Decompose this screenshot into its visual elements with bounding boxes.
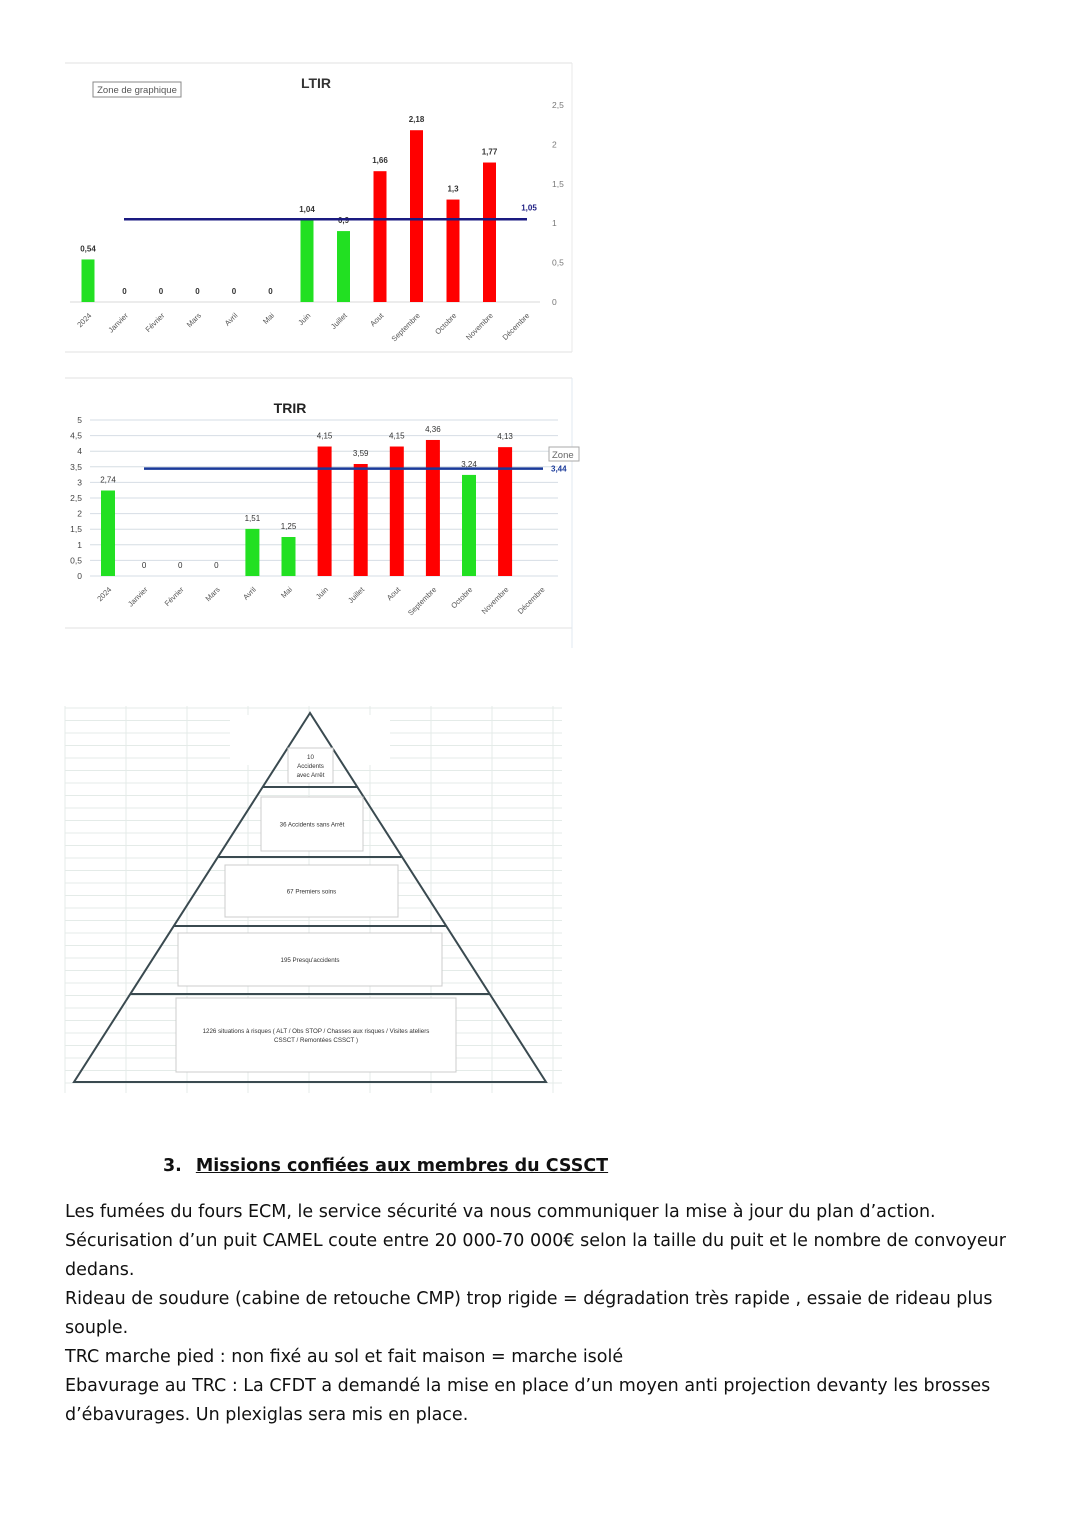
x-tick-label: Mai	[278, 585, 294, 600]
y-tick-label: 0	[552, 297, 557, 307]
y-tick-label: 5	[77, 415, 82, 425]
pyramid-level-label: Accidents	[297, 763, 324, 770]
data-label: 0	[141, 561, 147, 570]
paragraph: Rideau de soudure (cabine de retouche CMP) trop rigide = dégradation très rapide , essaie de rideau plus souple.	[65, 1289, 993, 1338]
x-tick-label: Janvier	[126, 585, 150, 609]
y-tick-label: 1	[552, 218, 557, 229]
bar-juillet[interactable]	[337, 231, 350, 302]
ltir-title: LTIR	[300, 75, 332, 91]
y-tick-label: 2	[77, 508, 82, 519]
pyramid-level-label: 36 Accidents sans Arrêt	[279, 821, 345, 829]
bar-aout[interactable]	[374, 171, 387, 302]
bar-2024[interactable]	[82, 259, 95, 302]
x-tick-label: Aout	[368, 311, 386, 329]
x-tick-label: 2024	[75, 311, 94, 330]
x-tick-label: Septembre	[406, 585, 439, 618]
pyramid-level-box	[176, 998, 456, 1072]
paragraph: Sécurisation d’un puit CAMEL coute entre 20 000-70 000€ selon la taille du puit et le nombre de convoyeur dedans.	[65, 1231, 1006, 1280]
bar-septembre[interactable]	[410, 130, 423, 302]
data-label: 3,59	[352, 448, 369, 458]
paragraph: Les fumées du fours ECM, le service sécurité va nous communiquer la mise à jour du plan d’action.	[65, 1202, 936, 1222]
pyramid-level-label: avec Arrêt	[296, 772, 325, 779]
data-label: 0	[231, 287, 237, 296]
x-tick-label: 2024	[95, 585, 114, 604]
x-tick-label: Janvier	[106, 311, 130, 335]
bar-novembre[interactable]	[483, 163, 496, 302]
section-number: 3.	[163, 1156, 182, 1176]
y-tick-label: 1,5	[70, 524, 82, 535]
data-label: 4,13	[497, 432, 513, 442]
data-label: 3,24	[461, 459, 477, 469]
y-tick-label: 0	[77, 571, 82, 581]
y-tick-label: 1,5	[552, 178, 564, 189]
bar-octobre[interactable]	[447, 200, 460, 302]
pyramid-level-label: 195 Presqu'accidents	[280, 957, 340, 964]
pyramid-level-label: 67 Premiers soins	[286, 888, 337, 896]
trir-title: TRIR	[273, 400, 307, 416]
x-tick-label: Mars	[184, 311, 203, 330]
data-label: 1,77	[481, 147, 498, 157]
bar-mai[interactable]	[282, 537, 296, 576]
x-tick-label: Novembre	[464, 311, 495, 342]
x-tick-label: Novembre	[479, 585, 511, 616]
x-tick-label: Mai	[260, 311, 276, 326]
y-tick-label: 1	[77, 539, 82, 550]
bar-avril[interactable]	[245, 529, 259, 576]
x-tick-label: Février	[162, 585, 186, 608]
data-label: 1,51	[244, 513, 261, 523]
data-label: 0	[122, 287, 127, 296]
data-label: 0	[214, 561, 219, 570]
data-label: 4,15	[316, 431, 333, 441]
data-label: 1,04	[299, 205, 315, 215]
y-tick-label: 3	[77, 477, 82, 488]
x-tick-label: Mars	[203, 585, 222, 604]
bar-juin[interactable]	[318, 447, 332, 576]
section-body	[65, 1198, 1025, 1430]
data-label: 0	[177, 561, 183, 570]
bar-2024[interactable]	[101, 491, 115, 576]
data-label: 4,36	[425, 424, 441, 434]
section-heading	[163, 1156, 608, 1176]
bar-juillet[interactable]	[354, 464, 368, 576]
x-tick-label: Juin	[313, 585, 331, 602]
data-label: 2,18	[408, 115, 425, 125]
data-label: 0	[268, 287, 273, 296]
trir-tooltip: Zone	[552, 450, 574, 461]
data-label: 4,15	[389, 431, 405, 441]
data-label: 0	[158, 287, 164, 296]
x-tick-label: Septembre	[389, 311, 422, 344]
x-tick-label: Aout	[384, 585, 403, 603]
data-label: 0	[195, 287, 200, 296]
bar-juin[interactable]	[301, 220, 314, 302]
x-tick-label: Avril	[241, 585, 258, 602]
x-tick-label: Décembre	[515, 585, 547, 616]
x-tick-label: Décembre	[500, 311, 532, 342]
section-title: Missions confiées aux membres du CSSCT	[195, 1156, 609, 1176]
data-label: 2,74	[100, 475, 116, 485]
bar-aout[interactable]	[390, 447, 404, 576]
data-label: 1,3	[447, 184, 459, 194]
x-tick-label: Février	[143, 311, 167, 334]
pyramid-level-label: 10	[307, 754, 314, 761]
y-tick-label: 4	[77, 446, 82, 457]
paragraph: TRC marche pied : non fixé au sol et fait maison = marche isolé	[65, 1347, 624, 1367]
pyramid-level-label: CSSCT / Remontées CSSCT )	[273, 1037, 359, 1044]
paragraph: Ebavurage au TRC : La CFDT a demandé la mise en place d’un moyen anti projection devanty les brosses d’ébavurages. Un plexiglas sera mis en place.	[65, 1376, 991, 1425]
y-tick-label: 2	[552, 139, 557, 150]
bar-octobre[interactable]	[462, 475, 476, 576]
x-tick-label: Avril	[222, 311, 240, 328]
y-tick-label: 2,5	[552, 100, 564, 110]
ltir-tooltip: Zone de graphique	[97, 85, 177, 96]
data-label: 1,25	[280, 522, 297, 531]
accident-pyramid	[65, 706, 562, 1093]
data-label: 1,66	[372, 156, 388, 166]
y-tick-label: 4,5	[70, 430, 82, 441]
y-tick-label: 3,5	[70, 461, 82, 472]
x-tick-label: Juin	[296, 311, 313, 328]
data-label: 0,54	[80, 244, 96, 254]
bar-novembre[interactable]	[498, 447, 512, 576]
y-tick-label: 0,5	[70, 555, 82, 566]
trir-chart[interactable]	[65, 378, 579, 648]
x-tick-label: Octobre	[449, 585, 475, 611]
x-tick-label: Juillet	[346, 585, 367, 605]
x-tick-label: Octobre	[433, 311, 459, 337]
y-tick-label: 2,5	[70, 493, 82, 503]
ltir-chart[interactable]	[65, 63, 572, 352]
data-label: 0,9	[337, 216, 350, 226]
y-tick-label: 0,5	[552, 257, 564, 268]
average-label: 1,05	[521, 203, 537, 213]
pyramid-level-label: 1226 situations à risques ( ALT / Obs STOP / Chasses aux risques / Visites ateliers	[202, 1028, 430, 1035]
average-label: 3,44	[551, 464, 567, 474]
bar-septembre[interactable]	[426, 440, 440, 576]
x-tick-label: Juillet	[328, 311, 349, 331]
